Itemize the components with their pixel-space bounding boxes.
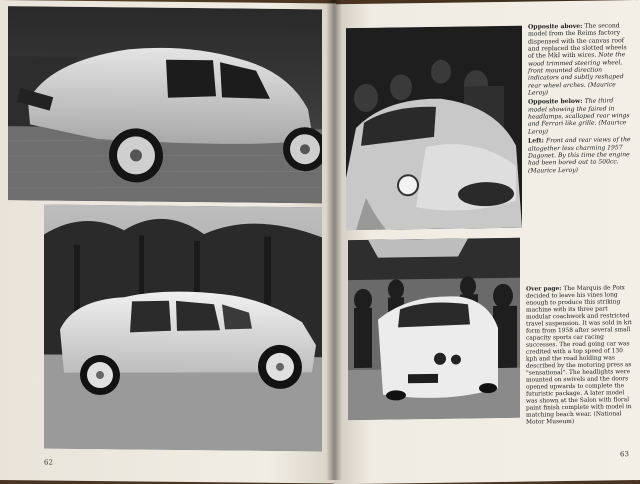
caption-column-bottom bbox=[526, 284, 634, 429]
caption-heading: Over page: bbox=[526, 285, 564, 293]
caption-left bbox=[528, 136, 632, 174]
caption-heading: Opposite below: bbox=[528, 98, 585, 107]
caption-italic: Note the wood trimmed steering wheel, front mounted direction indicators and subtly reshaped rear wheel arches. (Maurice Leroy) bbox=[528, 51, 626, 97]
caption-column-top bbox=[528, 22, 632, 176]
sedan-car-image bbox=[44, 204, 322, 451]
page-number-left: 62 bbox=[44, 458, 53, 467]
book-gutter bbox=[326, 0, 342, 480]
caption-opposite-above bbox=[528, 22, 632, 97]
front-view-car-image bbox=[346, 26, 522, 230]
caption-text: The Marquis de Poix decided to leave his vines long enough to produce this striking machine with its three part modular coachwork and restricted travel suspension. It was sold in kit form from 1958 after several small capacity sports car racing successes. The road going car was credited with a top speed of 130 kph and the road holding was described by the motoring press as "sensational". The headlights were mounted on swivels and the doors opened upwards to complete the futuristic package. A later model was shown at the Salon with floral paint finish complete with model in matching beach wear. (National Motor Museum) bbox=[526, 285, 632, 426]
caption-opposite-below bbox=[528, 98, 632, 136]
caption-heading: Opposite above: bbox=[528, 22, 585, 31]
streamlined-car-image bbox=[8, 6, 322, 203]
photo-streamlined-car bbox=[8, 6, 322, 203]
photo-front-view-car bbox=[346, 26, 522, 230]
rear-view-car-image bbox=[348, 238, 520, 420]
caption-text: The second model from the Reims factory dispensed with the canvas roof and replaced the slotted wheels of the MkI with wires. bbox=[528, 22, 627, 60]
right-page bbox=[334, 0, 640, 484]
photo-sedan-car bbox=[44, 204, 322, 451]
page-number-right: 63 bbox=[620, 450, 629, 459]
photo-rear-view-car bbox=[348, 238, 520, 420]
caption-text: Front and rear views of the altogether less charming 1957 Dagonet. By this time the engine had been bored out to 500cc. (Maurice Leroy) bbox=[528, 136, 631, 175]
caption-over-page bbox=[526, 284, 634, 427]
caption-heading: Left: bbox=[528, 137, 546, 145]
caption-text: The third model showing the faired in headlamps, scalloped rear wings and Ferrari like grille. (Maurice Leroy) bbox=[528, 97, 630, 136]
